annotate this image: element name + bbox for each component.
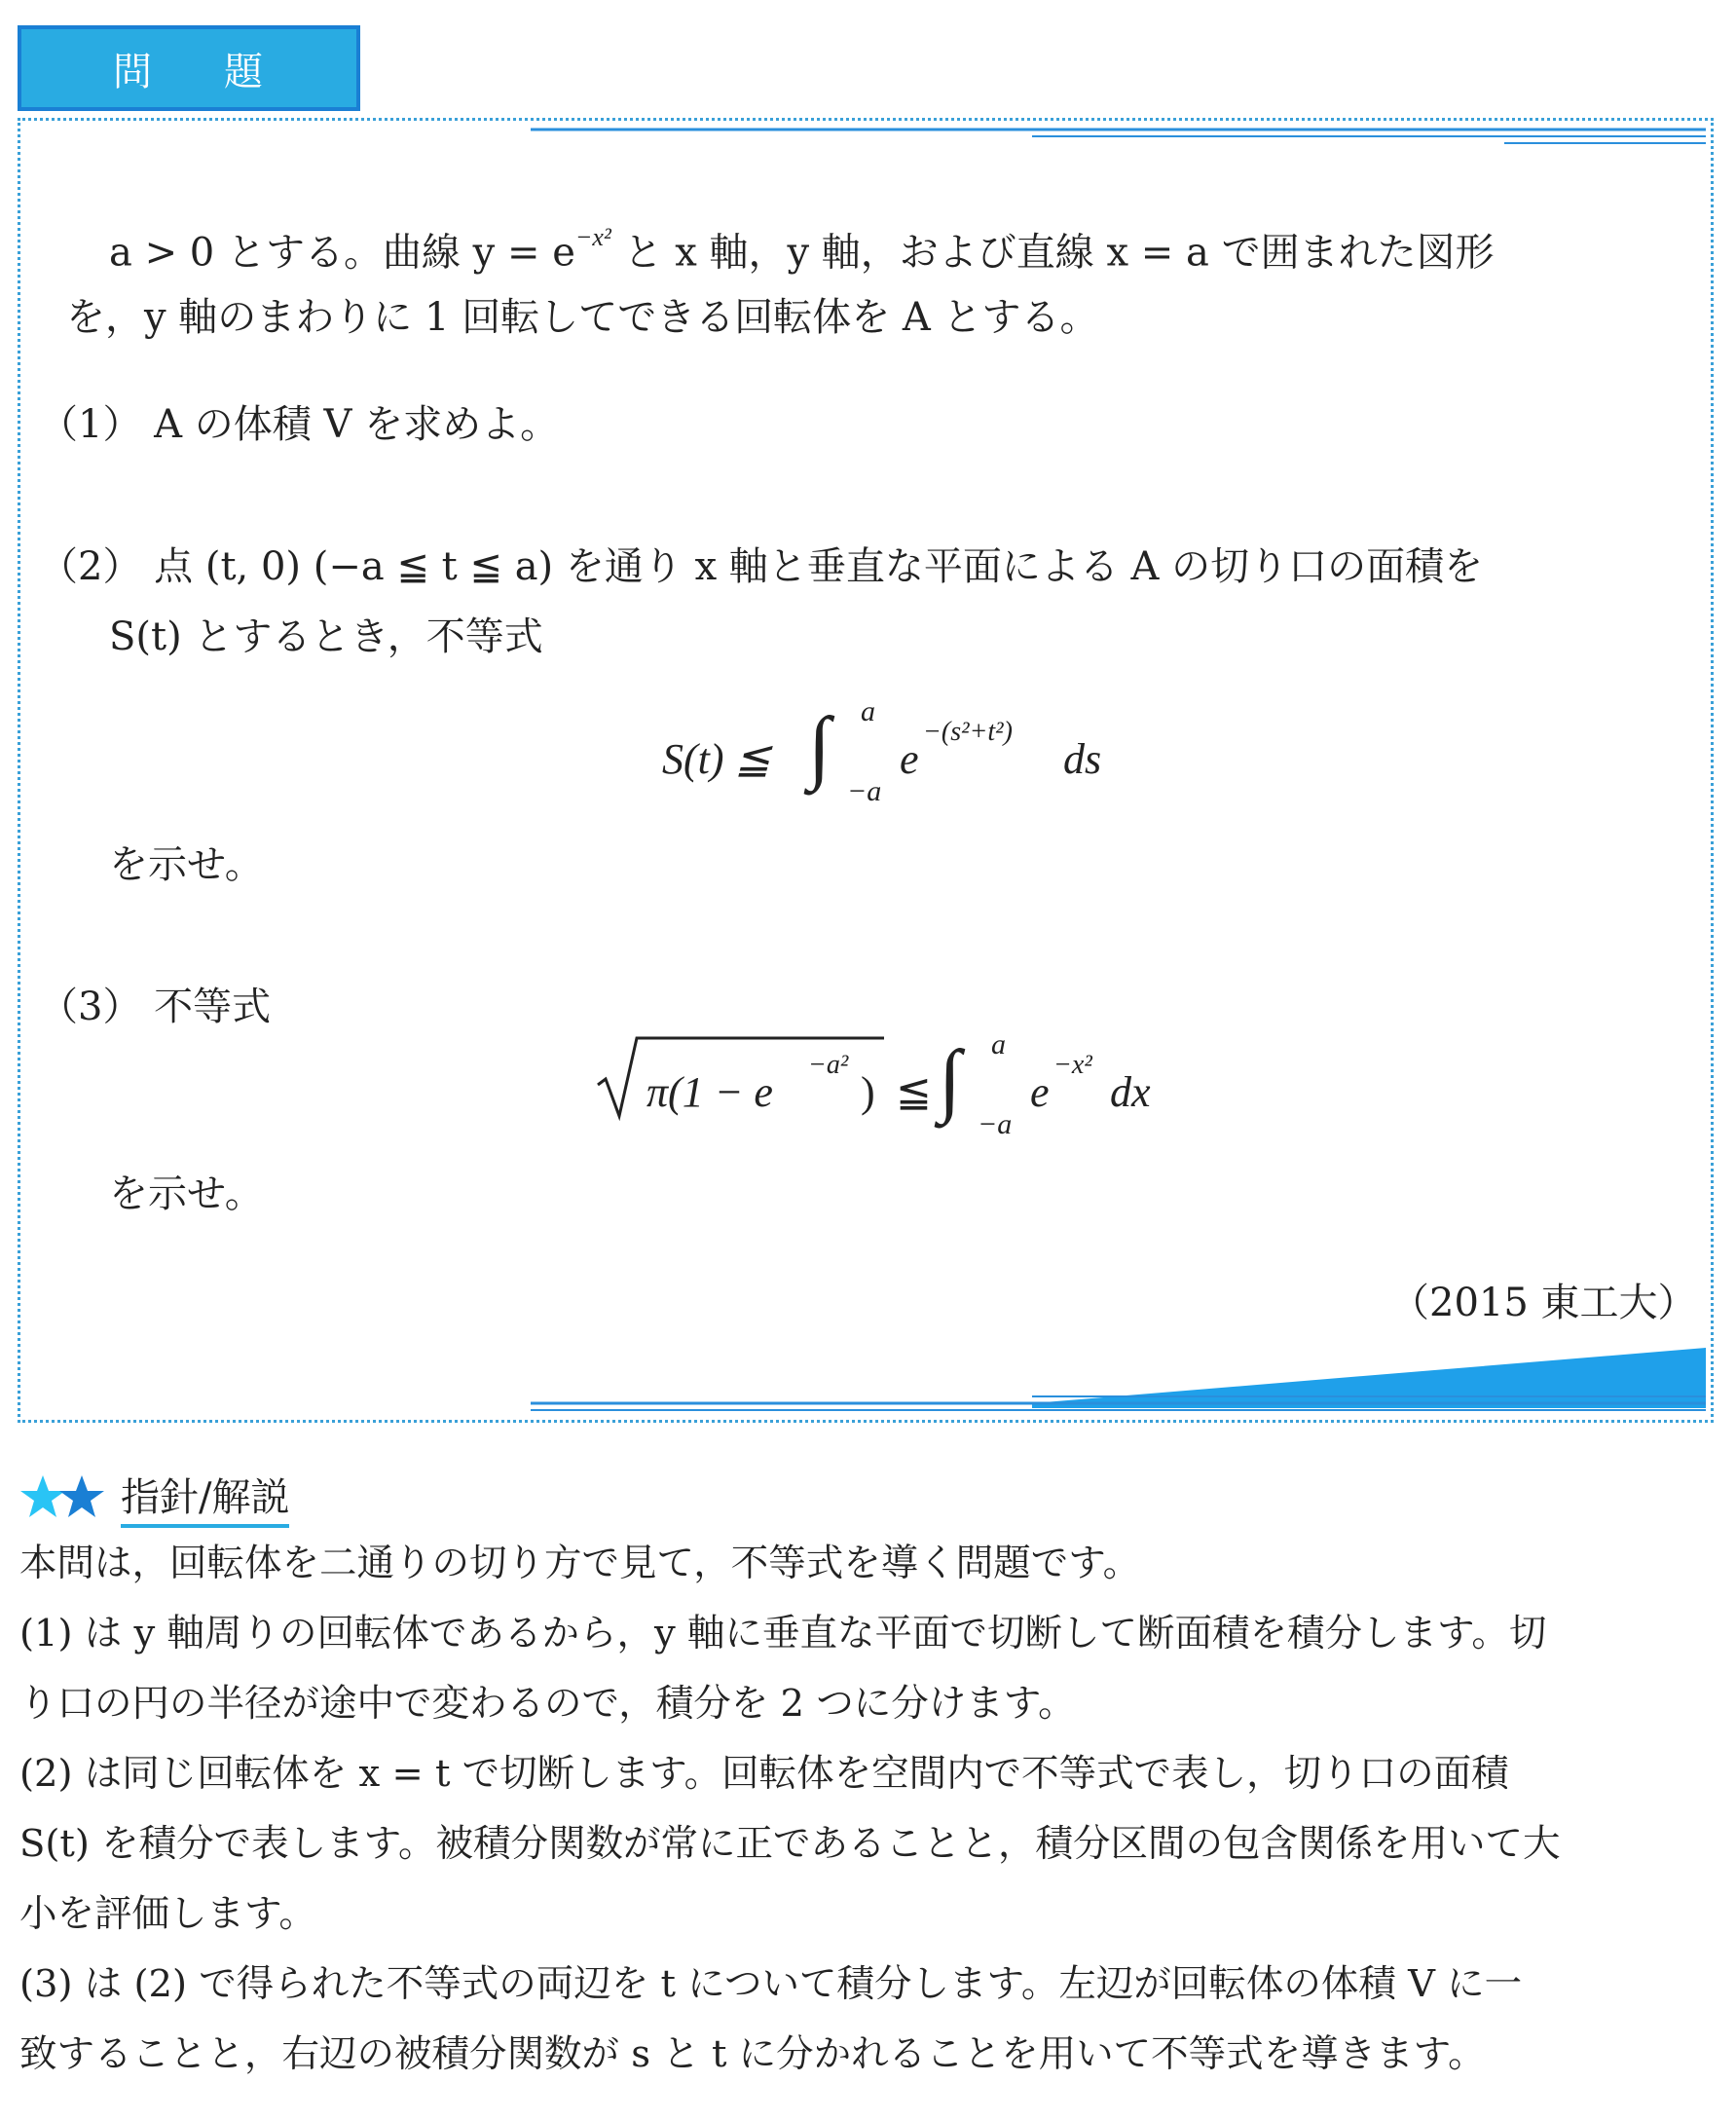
differential: dx <box>1110 1068 1151 1116</box>
integrand-base: e <box>1030 1068 1050 1116</box>
differential: ds <box>1063 735 1102 783</box>
star-icon <box>19 1472 107 1523</box>
upper-limit: a <box>861 695 875 727</box>
solution-line: 致することと，右辺の被積分関数が s と t に分かれることを用いて不等式を導きます。 <box>19 2032 1486 2076</box>
question-3-label: （3） 不等式 <box>39 985 272 1029</box>
intro-text: a > 0 とする。曲線 y = e <box>109 230 575 276</box>
tab-char: 問 <box>113 49 154 94</box>
lower-limit: −a <box>847 775 882 807</box>
integrand-base: e <box>900 735 919 783</box>
solution-title: 指針/解説 <box>121 1467 289 1528</box>
solution-line: り口の円の半径が途中で変わるので，積分を 2 つに分けます。 <box>19 1682 1076 1726</box>
source-citation: （2015 東工大） <box>1390 1281 1697 1325</box>
sqrt-exponent: −a² <box>808 1050 849 1080</box>
equation-lhs: S(t) ≦ <box>662 735 771 783</box>
solution-line: (1) は y 軸周りの回転体であるから，y 軸に垂直な平面で切断して断面積を積分します。切 <box>19 1612 1547 1655</box>
solution-line: (3) は (2) で得られた不等式の両辺を t について積分します。左辺が回転体の体積 V に一 <box>19 1962 1523 2006</box>
exponent: −x² <box>574 223 611 251</box>
integral-sign: ∫ <box>939 1034 962 1125</box>
question-3-show: を示せ。 <box>109 1172 264 1216</box>
integral-sign: ∫ <box>808 701 831 792</box>
sqrt-close: ) <box>861 1068 875 1116</box>
question-1: （1） A の体積 V を求めよ。 <box>39 402 560 447</box>
integrand-exponent: −x² <box>1053 1050 1092 1080</box>
sqrt-content: π(1 − e <box>646 1068 773 1116</box>
intro-line-2: を，y 軸のまわりに 1 回転してできる回転体を A とする。 <box>66 295 1099 340</box>
tab-char: 題 <box>224 49 265 94</box>
question-2-show: を示せ。 <box>109 842 264 887</box>
solution-line: S(t) を積分で表します。被積分関数が常に正であることと，積分区間の包含関係を用いて大 <box>19 1822 1561 1866</box>
le-sign: ≦ <box>896 1068 932 1116</box>
solution-line: (2) は同じ回転体を x = t で切断します。回転体を空間内で不等式で表し，切り口の面積 <box>19 1752 1509 1796</box>
integrand-exponent: −(s²+t²) <box>923 717 1013 747</box>
question-2-line-2: S(t) とするとき，不等式 <box>109 614 543 659</box>
question-2-line-1: （2） 点 (t, 0) (−a ≦ t ≦ a) を通り x 軸と垂直な平面による A の切り口の面積を <box>39 544 1484 589</box>
intro-text: と x 軸，y 軸，および直線 x = a で囲まれた図形 <box>623 230 1495 276</box>
solution-line: 本問は，回転体を二通りの切り方で見て，不等式を導く問題です。 <box>19 1542 1141 1585</box>
upper-limit: a <box>991 1028 1006 1060</box>
solution-header <box>19 1467 289 1528</box>
intro-line-1 <box>109 208 1495 287</box>
lower-limit: −a <box>978 1108 1013 1140</box>
section-tab <box>18 25 360 111</box>
solution-line: 小を評価します。 <box>19 1892 316 1936</box>
